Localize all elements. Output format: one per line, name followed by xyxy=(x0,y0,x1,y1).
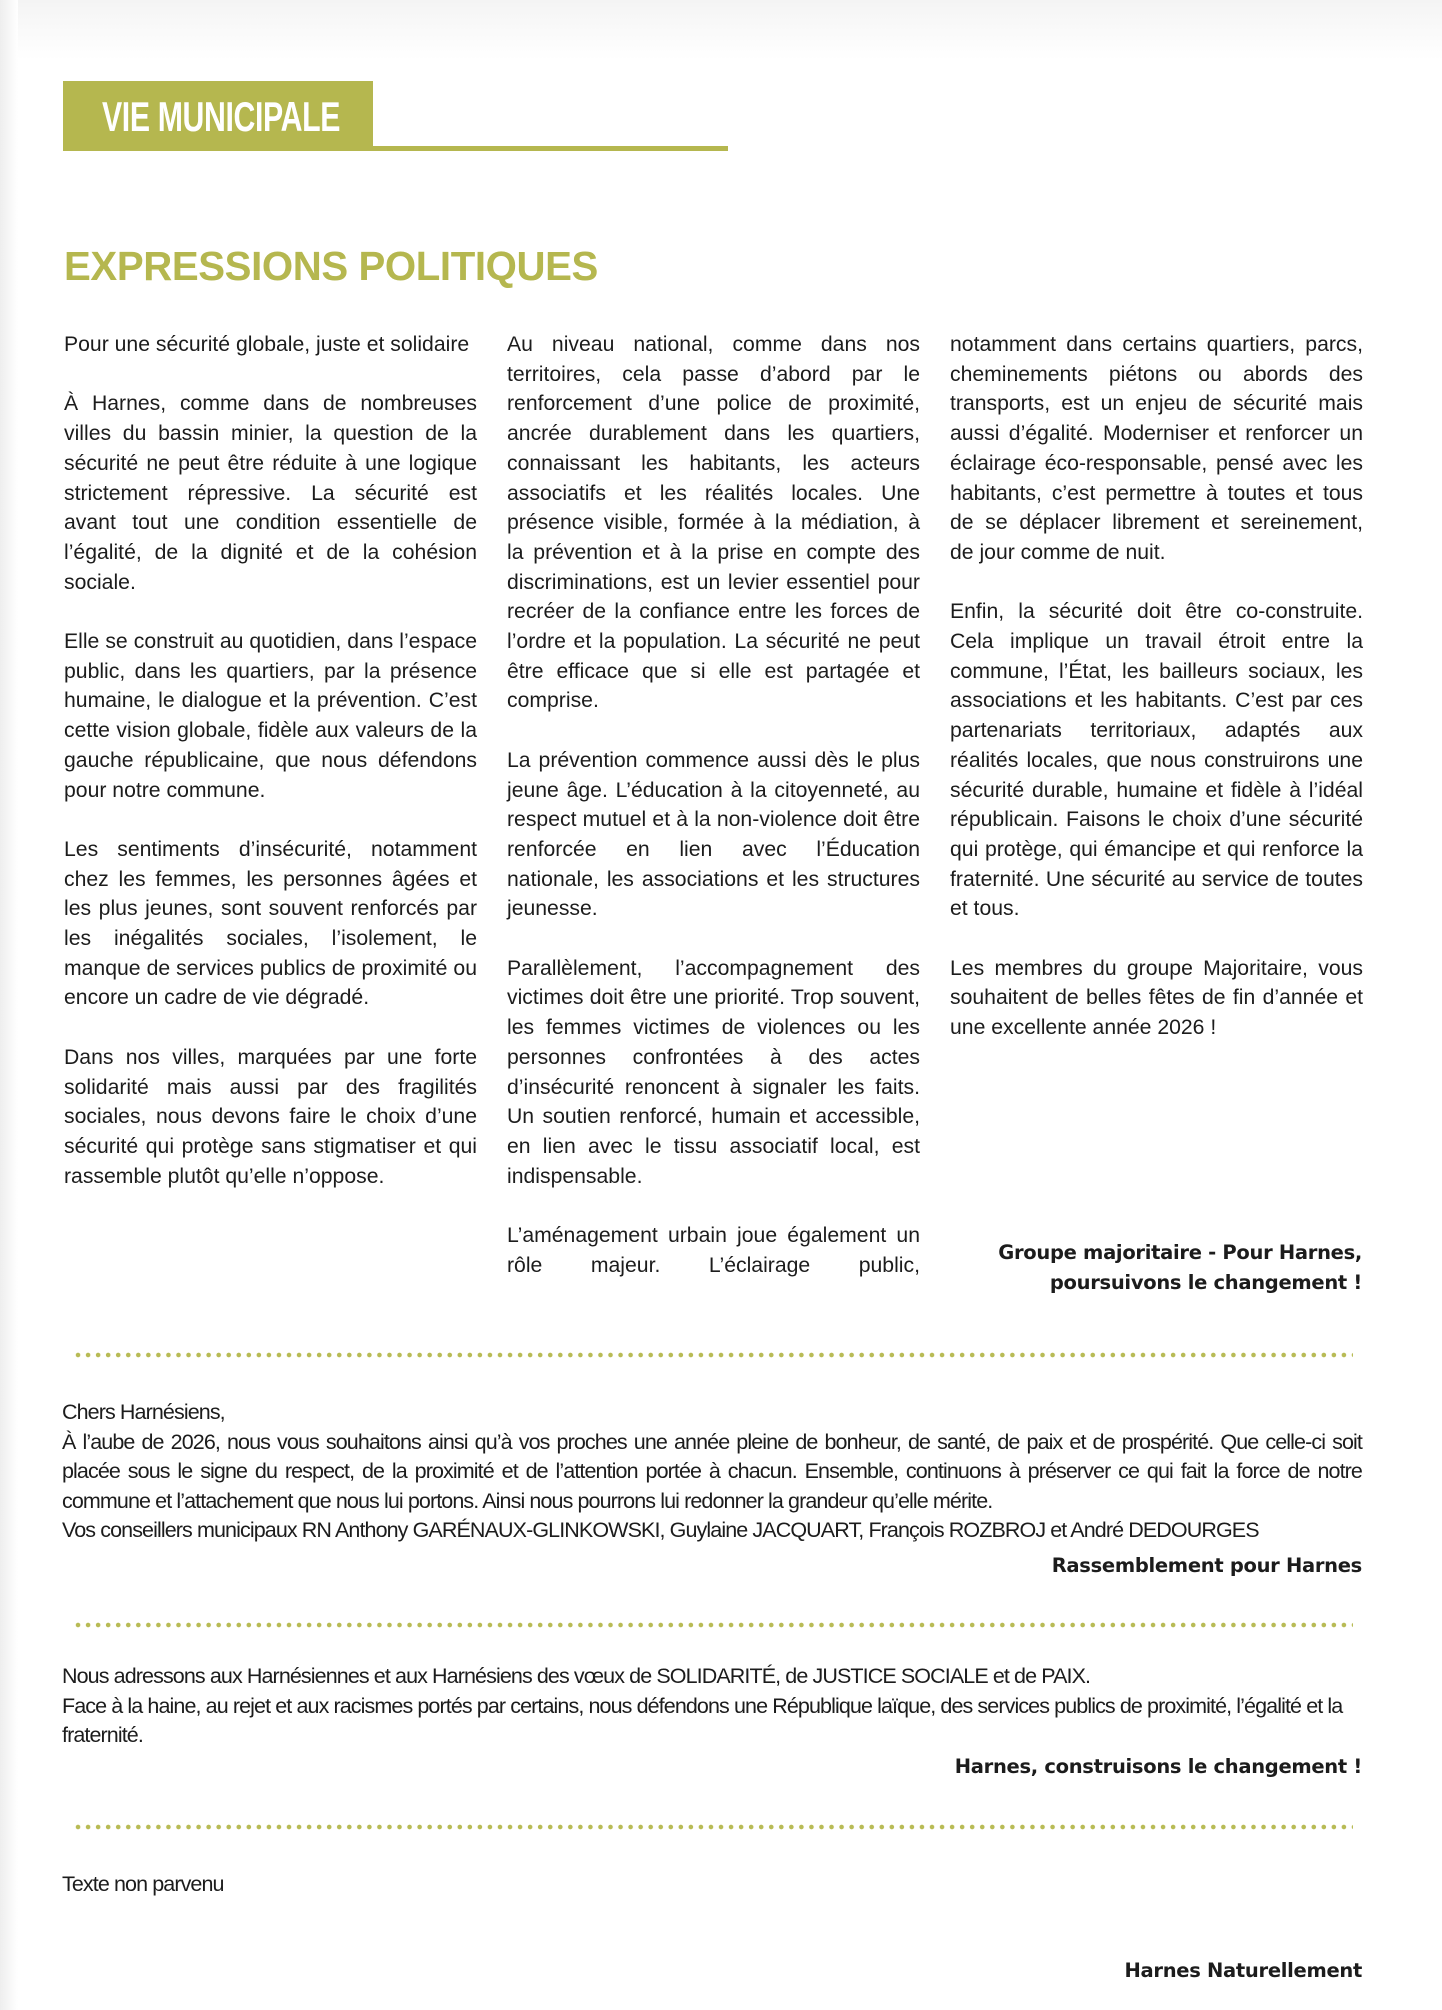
paragraph: L’aménagement urbain joue également un rôle majeur. L’éclairage public, xyxy=(507,1224,920,1277)
members: Vos conseillers municipaux RN Anthony GARÉNAUX-GLINKOWSKI, Guylaine JACQUART, François ROZBROJ et André DEDOURGES xyxy=(62,1518,1259,1542)
signature-line: poursuivons le changement ! xyxy=(1049,1271,1362,1294)
greeting: Chers Harnésiens, xyxy=(62,1400,225,1424)
paragraph: Face à la haine, au rejet et aux racismes portés par certains, nous défendons une République laïque, des services publics de proximité, l’égalité et la fraternité. xyxy=(62,1693,1343,1747)
harnes-naturellement-text: Texte non parvenu xyxy=(62,1872,224,1896)
dotted-divider xyxy=(73,1824,1353,1830)
page-edge-shadow xyxy=(0,0,18,2010)
paragraph: notamment dans certains quartiers, parcs, cheminements piétons ou abords des transports, est un enjeu de sécurité mais aussi d’égalité. Moderniser et renforcer un éclairage éco-responsable, pensé avec les habitants, c’est permettre à toutes et tous de se déplacer librement et sereinement, de jour comme de nuit. xyxy=(950,333,1363,564)
majority-column-1 xyxy=(64,330,477,1191)
rn-signature: Rassemblement pour Harnes xyxy=(1051,1554,1362,1577)
majority-column-3 xyxy=(950,330,1363,1043)
harnes-naturellement-signature: Harnes Naturellement xyxy=(1124,1959,1362,1982)
section-label: VIE MUNICIPALE xyxy=(102,93,341,140)
dotted-divider xyxy=(73,1622,1353,1628)
page-title: EXPRESSIONS POLITIQUES xyxy=(64,243,598,289)
majority-column-2 xyxy=(507,330,920,1280)
signature-line: Groupe majoritaire - Pour Harnes, xyxy=(998,1241,1362,1264)
paragraph: Parallèlement, l’accompagnement des victimes doit être une priorité. Trop souvent, les femmes victimes de violences ou les personnes confrontées à des actes d’insécurité renoncent à signaler les faits. Un soutien renforcé, humain et accessible, en lien avec le tissu associatif local, est indispensable. xyxy=(507,956,920,1188)
paragraph: À l’aube de 2026, nous vous souhaitons ainsi qu’à vos proches une année pleine de bonheur, de santé, de paix et de prospérité. Que celle-ci soit placée sous le signe du respect, de la proximité et de l’attention portée à chacun. Ensemble, continuons à préserver ce qui fait la force de notre commune et l’attachement que nous lui portons. Ainsi nous pourrons lui redonner la grandeur qu’elle mérite. xyxy=(62,1429,1362,1513)
paragraph: La prévention commence aussi dès le plus jeune âge. L’éducation à la citoyenneté, au respect mutuel et à la non-violence doit être renforcée en lien avec l’Éducation nationale, les associations et les structures jeunesse. xyxy=(507,748,920,921)
paragraph: Elle se construit au quotidien, dans l’espace public, dans les quartiers, par la présence humaine, le dialogue et la prévention. C’est cette vision globale, fidèle aux valeurs de la gauche républicaine, que nous défendons pour notre commune. xyxy=(64,630,477,802)
paragraph: Enfin, la sécurité doit être co-construite. Cela implique un travail étroit entre la commune, l’État, les bailleurs sociaux, les associations et les habitants. C’est par ces partenariats territoriaux, adaptés aux réalités locales, que nous construirons une sécurité durable, humaine et fidèle à l’idéal républicain. Faisons le choix d’une sécurité qui protège, qui émancipe et qui renforce la fraternité. Une sécurité au service de toutes et tous. xyxy=(950,600,1363,921)
section-header-box xyxy=(63,81,373,151)
paragraph: À Harnes, comme dans de nombreuses villes du bassin minier, la question de la sécurité ne peut être réduite à une logique strictement répressive. La sécurité est avant tout une condition essentielle de l’égalité, de la dignité et de la cohésion sociale. xyxy=(64,392,477,594)
left-group-signature: Harnes, construisons le changement ! xyxy=(954,1755,1362,1778)
paragraph: Les membres du groupe Majoritaire, vous souhaitent de belles fêtes de fin d’année et une excellente année 2026 ! xyxy=(950,956,1363,1040)
article-heading: Pour une sécurité globale, juste et solidaire xyxy=(64,333,470,356)
section-header-rule xyxy=(373,146,728,151)
rn-group-text xyxy=(62,1398,1362,1546)
paragraph: Au niveau national, comme dans nos territoires, cela passe d’abord par le renforcement d’une police de proximité, ancrée durablement dans les quartiers, connaissant les habitants, les acteurs associatifs et les réalités locales. Une présence visible, formée à la médiation, à la prévention et à la prise en compte des discriminations, est un levier essentiel pour recréer de la confiance entre les forces de l’ordre et la population. La sécurité ne peut être efficace que si elle est partagée et comprise. xyxy=(507,333,920,713)
left-group-text xyxy=(62,1662,1362,1751)
majority-signature xyxy=(998,1238,1362,1298)
dotted-divider xyxy=(73,1352,1353,1358)
paragraph: Dans nos villes, marquées par une forte solidarité mais aussi par des fragilités sociales, nous devons faire le choix d’une sécurité qui protège sans stigmatiser et qui rassemble plutôt qu’elle n’oppose. xyxy=(64,1045,477,1188)
paragraph: Nous adressons aux Harnésiennes et aux Harnésiens des vœux de SOLIDARITÉ, de JUSTICE SOCIALE et de PAIX. xyxy=(62,1664,1091,1688)
paragraph: Les sentiments d’insécurité, notamment chez les femmes, les personnes âgées et les plus jeunes, sont souvent renforcés par les inégalités sociales, l’isolement, le manque de services publics de proximité ou encore un cadre de vie dégradé. xyxy=(64,837,477,1010)
